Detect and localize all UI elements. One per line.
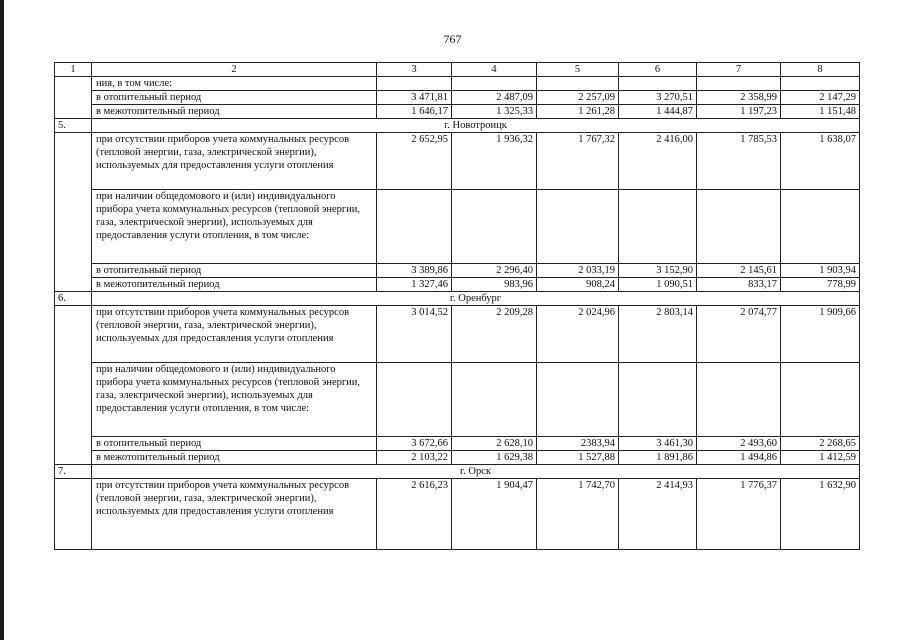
tariff-table	[54, 62, 860, 550]
value-cell: 1 527,88	[537, 451, 619, 465]
city-name: г. Орск	[92, 465, 860, 479]
column-number: 6	[619, 63, 697, 77]
value-cell: 3 471,81	[377, 91, 452, 105]
row-label: при отсутствии приборов учета коммунальных ресурсов (тепловой энергии, газа, электрической энергии), используемых для предоставления услуги отопления	[92, 479, 377, 550]
value-cell: 2 296,40	[452, 264, 537, 278]
column-number: 1	[55, 63, 92, 77]
value-cell: 1 936,32	[452, 133, 537, 190]
value-cell: 1 197,23	[697, 105, 781, 119]
value-cell: 1 767,32	[537, 133, 619, 190]
table-row	[55, 278, 860, 292]
row-label: в отопительный период	[92, 264, 377, 278]
value-cell: 2 358,99	[697, 91, 781, 105]
value-cell: 778,99	[781, 278, 860, 292]
value-cell: 983,96	[452, 278, 537, 292]
row-label: при наличии общедомового и (или) индивидуального прибора учета коммунальных ресурсов (тепловой энергии, газа, электрической энергии), используемых для предоставления услуги отопления, в том числе:	[92, 190, 377, 264]
column-number: 2	[92, 63, 377, 77]
value-cell: 2 414,93	[619, 479, 697, 550]
value-cell: 1 646,17	[377, 105, 452, 119]
value-cell: 2 616,23	[377, 479, 452, 550]
value-cell: 2 652,95	[377, 133, 452, 190]
row-label: при отсутствии приборов учета коммунальных ресурсов (тепловой энергии, газа, электрической энергии), используемых для предоставления услуги отопления	[92, 133, 377, 190]
table-row	[55, 105, 860, 119]
table-row	[55, 451, 860, 465]
column-number: 7	[697, 63, 781, 77]
table-row	[55, 190, 860, 264]
table-row	[55, 91, 860, 105]
row-label: ния, в том числе:	[92, 77, 377, 91]
value-cell: 3 672,66	[377, 437, 452, 451]
city-name: г. Новотроицк	[92, 119, 860, 133]
value-cell: 1 261,28	[537, 105, 619, 119]
value-cell: 1 742,70	[537, 479, 619, 550]
value-cell: 833,17	[697, 278, 781, 292]
value-cell: 1 785,53	[697, 133, 781, 190]
value-cell: 2 628,10	[452, 437, 537, 451]
value-cell: 1 909,66	[781, 306, 860, 363]
value-cell: 2 209,28	[452, 306, 537, 363]
value-cell: 2 268,65	[781, 437, 860, 451]
value-cell: 2383,94	[537, 437, 619, 451]
value-cell: 1 776,37	[697, 479, 781, 550]
value-cell: 1 325,33	[452, 105, 537, 119]
row-number-cell	[55, 479, 92, 550]
value-cell: 2 803,14	[619, 306, 697, 363]
city-header-row	[55, 465, 860, 479]
page-number: 767	[443, 32, 462, 46]
value-cell: 1 638,07	[781, 133, 860, 190]
column-number-row	[55, 63, 860, 77]
row-label: в межотопительный период	[92, 451, 377, 465]
value-cell: 908,24	[537, 278, 619, 292]
value-cell: 2 147,29	[781, 91, 860, 105]
table-row	[55, 479, 860, 550]
row-number-cell	[55, 306, 92, 465]
row-label: в межотопительный период	[92, 278, 377, 292]
row-label: при наличии общедомового и (или) индивидуального прибора учета коммунальных ресурсов (тепловой энергии, газа, электрической энергии), используемых для предоставления услуги отопления, в том числе:	[92, 363, 377, 437]
value-cell: 1 629,38	[452, 451, 537, 465]
section-number: 6.	[55, 292, 92, 306]
row-label: в межотопительный период	[92, 105, 377, 119]
value-cell: 1 891,86	[619, 451, 697, 465]
value-cell: 2 033,19	[537, 264, 619, 278]
value-cell: 1 494,86	[697, 451, 781, 465]
column-number: 4	[452, 63, 537, 77]
value-cell: 3 461,30	[619, 437, 697, 451]
value-cell: 1 412,59	[781, 451, 860, 465]
value-cell: 1 444,87	[619, 105, 697, 119]
column-number: 5	[537, 63, 619, 77]
value-cell: 1 151,48	[781, 105, 860, 119]
value-cell: 2 074,77	[697, 306, 781, 363]
table-row	[55, 437, 860, 451]
value-cell: 1 090,51	[619, 278, 697, 292]
value-cell: 2 487,09	[452, 91, 537, 105]
table-row	[55, 264, 860, 278]
value-cell: 1 632,90	[781, 479, 860, 550]
table-row	[55, 133, 860, 190]
scan-edge	[0, 0, 4, 640]
value-cell: 3 014,52	[377, 306, 452, 363]
section-number: 5.	[55, 119, 92, 133]
city-header-row	[55, 119, 860, 133]
row-number-cell	[55, 77, 92, 119]
value-cell: 1 904,47	[452, 479, 537, 550]
value-cell: 2 145,61	[697, 264, 781, 278]
value-cell: 2 103,22	[377, 451, 452, 465]
table-row	[55, 363, 860, 437]
value-cell: 1 327,46	[377, 278, 452, 292]
column-number: 3	[377, 63, 452, 77]
column-number: 8	[781, 63, 860, 77]
value-cell: 2 024,96	[537, 306, 619, 363]
value-cell: 3 389,86	[377, 264, 452, 278]
value-cell: 3 152,90	[619, 264, 697, 278]
table-row	[55, 77, 860, 91]
table-row	[55, 306, 860, 363]
value-cell: 2 493,60	[697, 437, 781, 451]
value-cell: 2 257,09	[537, 91, 619, 105]
city-header-row	[55, 292, 860, 306]
city-name: г. Оренбург	[92, 292, 860, 306]
section-number: 7.	[55, 465, 92, 479]
row-label: в отопительный период	[92, 91, 377, 105]
row-label: в отопительный период	[92, 437, 377, 451]
value-cell: 2 416,00	[619, 133, 697, 190]
row-label: при отсутствии приборов учета коммунальных ресурсов (тепловой энергии, газа, электрической энергии), используемых для предоставления услуги отопления	[92, 306, 377, 363]
value-cell: 1 903,94	[781, 264, 860, 278]
row-number-cell	[55, 133, 92, 292]
value-cell: 3 270,51	[619, 91, 697, 105]
